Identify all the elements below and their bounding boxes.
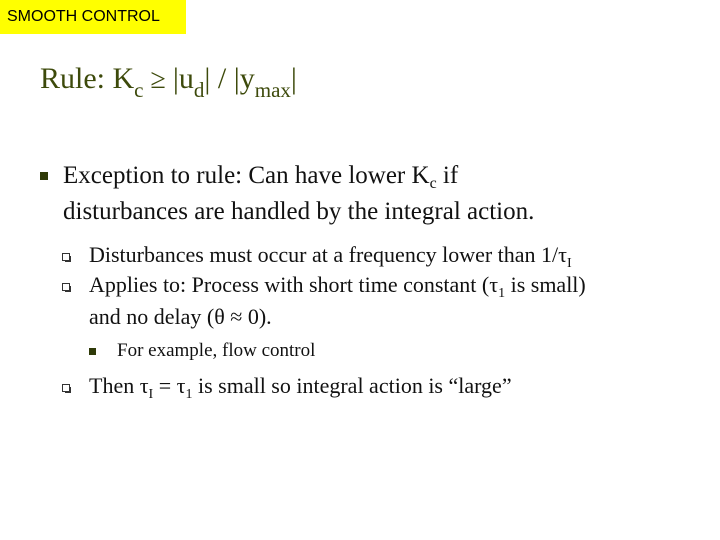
- checkbox-bullet-icon: [62, 283, 70, 291]
- then-text-c: is small so integral action is “large”: [192, 373, 512, 398]
- applies-text-a: Applies to: Process with short time constant (τ: [89, 272, 499, 297]
- ud-open: |u: [172, 62, 194, 95]
- frequency-subscript: I: [567, 256, 572, 271]
- applies-text-b: is small): [505, 272, 586, 297]
- kc-symbol: K: [112, 62, 135, 95]
- slash-symbol: /: [210, 62, 234, 95]
- bullet-square-icon: [89, 348, 96, 355]
- checkbox-bullet-icon: [62, 253, 70, 261]
- rule-label: Rule:: [40, 62, 113, 95]
- item-then: [89, 371, 512, 405]
- then-text-b: = τ: [153, 373, 186, 398]
- ymax-close: |: [290, 62, 297, 95]
- checkbox-bullet-icon: [62, 384, 70, 392]
- frequency-text: Disturbances must occur at a frequency lower than 1/τ: [89, 242, 568, 267]
- exception-text-a: Exception to rule: Can have lower K: [63, 162, 430, 189]
- ud-subscript: d: [193, 78, 205, 102]
- item-applies-line-2: and no delay (θ ≈ 0).: [89, 304, 272, 329]
- then-text-a: Then τ: [89, 373, 149, 398]
- exception-line-1: [63, 158, 458, 197]
- ud-close: |: [204, 62, 211, 95]
- exception-line-2: disturbances are handled by the integral action.: [63, 198, 535, 225]
- rule-heading: [40, 62, 297, 102]
- bullet-square-icon: [40, 172, 48, 180]
- item-frequency: [89, 240, 572, 274]
- item-applies: [89, 270, 586, 304]
- ymax-open: |y: [233, 62, 255, 95]
- ymax-subscript: max: [254, 78, 291, 102]
- then-subscript-1: 1: [185, 387, 193, 402]
- kc-subscript: c: [134, 78, 144, 102]
- slide-tag: SMOOTH CONTROL: [0, 0, 186, 34]
- applies-subscript: 1: [498, 286, 506, 301]
- item-example: For example, flow control: [117, 340, 316, 361]
- geq-symbol: ≥: [143, 64, 173, 95]
- exception-subscript: c: [429, 175, 437, 192]
- then-subscript-i: I: [148, 387, 154, 402]
- exception-text-b: if: [436, 162, 459, 189]
